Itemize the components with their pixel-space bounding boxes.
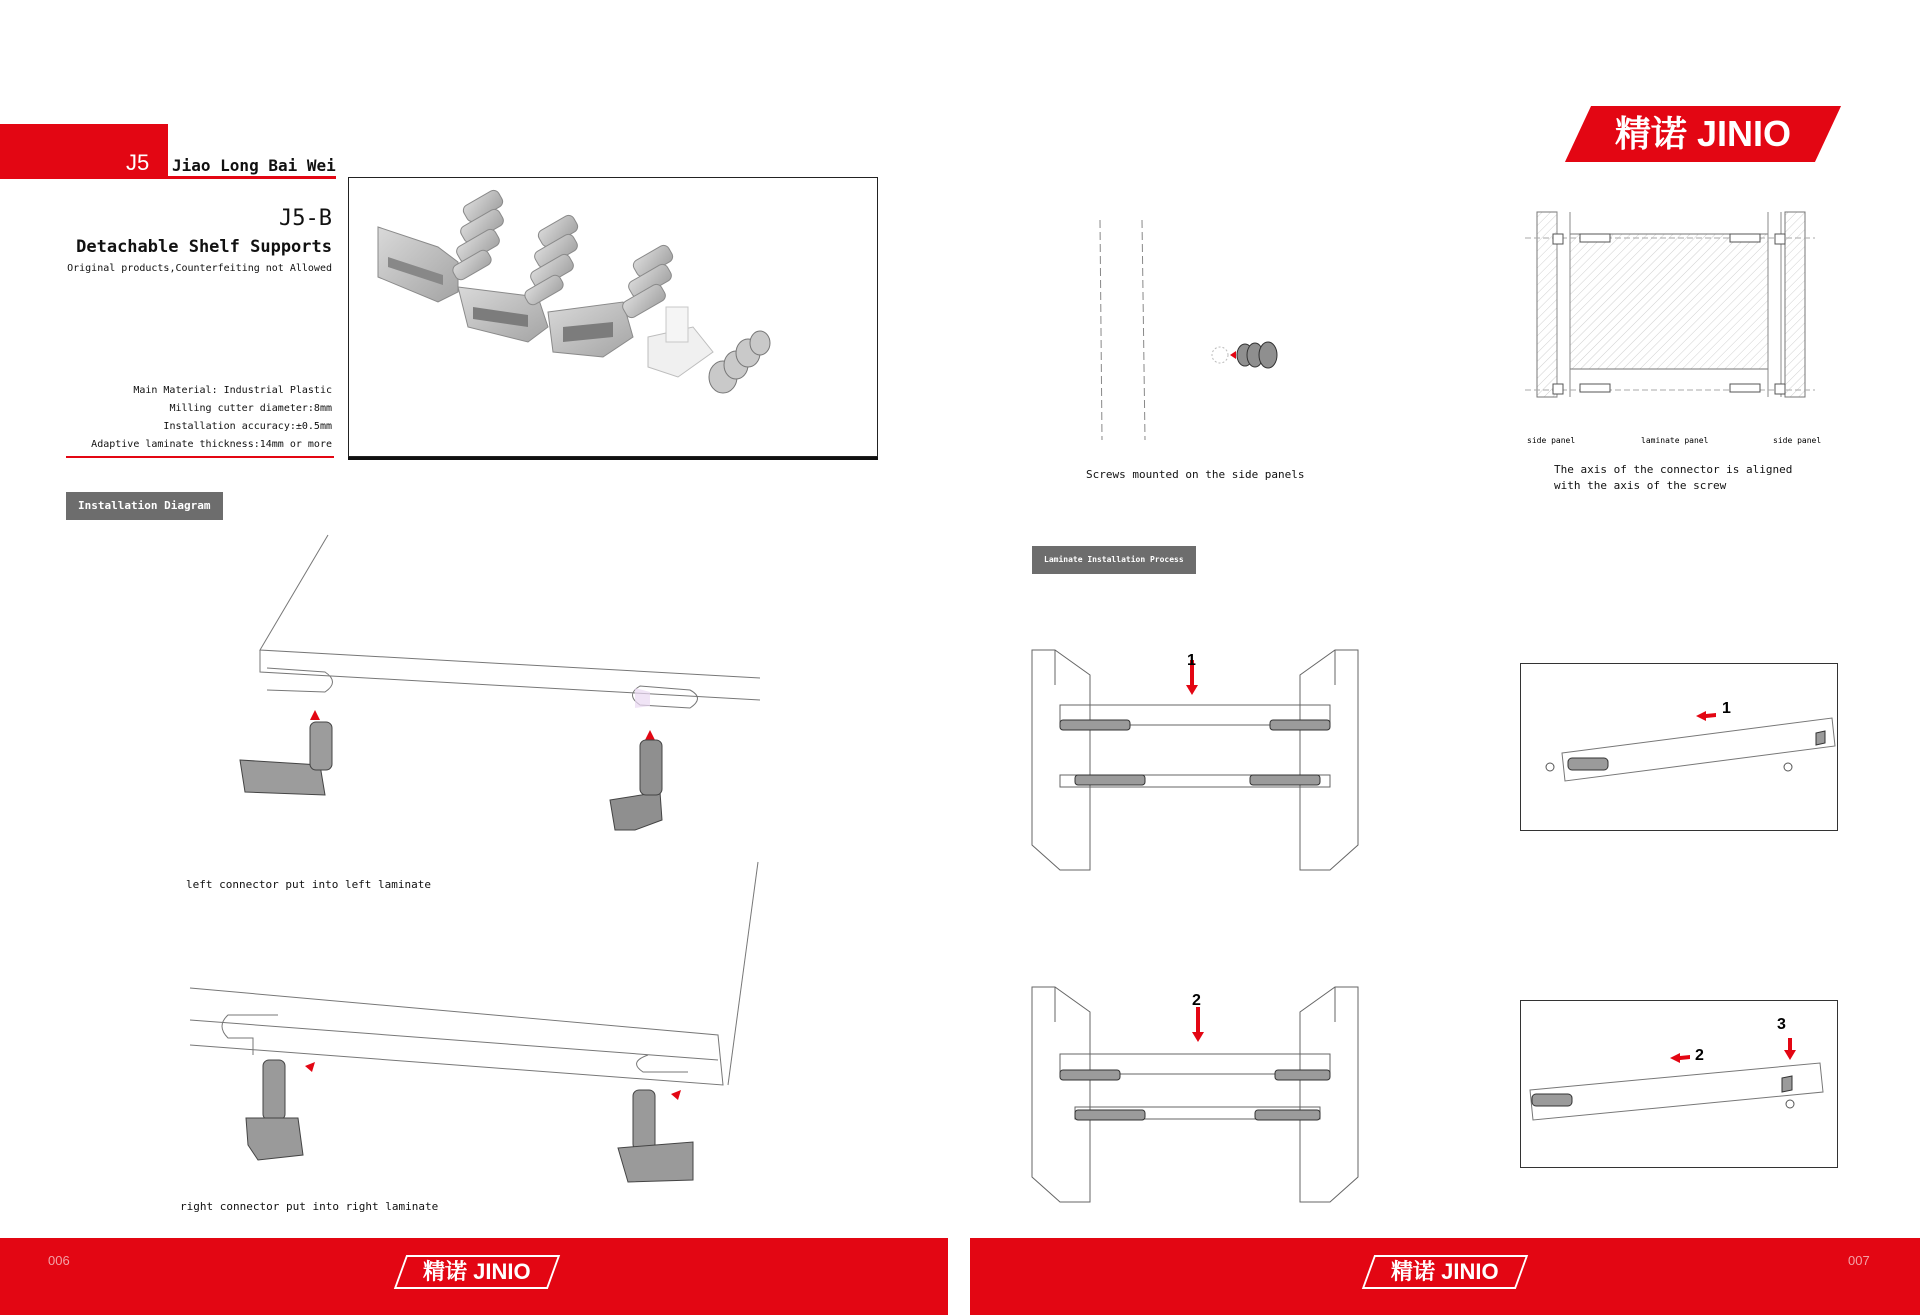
process-step2-front [1030,982,1360,1202]
step-label-2a: 2 [1192,992,1201,1009]
step-label-1a: 1 [1187,652,1196,669]
caption-left-connector: left connector put into left laminate [186,878,432,891]
process-step2-top [1520,1000,1836,1166]
caption-screws: Screws mounted on the side panels [1086,468,1305,481]
page-number-right: 007 [1848,1253,1870,1268]
series-name: Jiao Long Bai Wei [172,156,336,175]
header-red-line [0,176,336,179]
series-code: J5 [126,150,150,175]
laminate-process-tag: Laminate Installation Process [1032,546,1196,574]
product-name: Detachable Shelf Supports [76,237,332,257]
panel-label-middle: laminate panel [1641,436,1709,445]
footer-logo-left: 精诺 JINIO [394,1255,560,1289]
install-diagram-left [230,530,770,840]
panel-label-left: side panel [1527,436,1576,445]
installation-diagram-tag: Installation Diagram [66,492,223,520]
spec-underline [66,456,334,458]
process-step1-top [1520,663,1836,829]
spec-milling: Milling cutter diameter:8mm [169,403,332,414]
step-label-3: 3 [1777,1016,1786,1033]
caption-axis-line2: with the axis of the screw [1554,479,1727,492]
page-number-left: 006 [48,1253,70,1268]
step-label-1b: 1 [1722,700,1731,717]
screws-side-panel-diagram [1090,220,1310,445]
caption-right-connector: right connector put into right laminate [180,1200,439,1213]
install-diagram-right [188,860,768,1200]
panel-label-right: side panel [1773,436,1822,445]
spec-material: Main Material: Industrial Plastic [133,385,332,396]
process-step1-front [1030,645,1360,870]
spec-list [60,382,332,454]
axis-alignment-diagram [1525,212,1822,445]
caption-axis [1554,462,1792,494]
spec-accuracy: Installation accuracy:±0.5mm [163,421,332,432]
product-notice: Original products,Counterfeiting not Allowed [67,263,332,274]
footer-logo-right: 精诺 JINIO [1362,1255,1528,1289]
caption-axis-line1: The axis of the connector is aligned [1554,463,1793,476]
step-label-2b: 2 [1695,1047,1704,1064]
product-model: J5-B [279,206,332,231]
product-photo-illustration [348,177,876,455]
product-photo-baseline [348,457,878,460]
spec-thickness: Adaptive laminate thickness:14mm or more [91,439,332,450]
brand-logo: 精诺 JINIO [1565,106,1841,162]
product-info [30,206,332,274]
